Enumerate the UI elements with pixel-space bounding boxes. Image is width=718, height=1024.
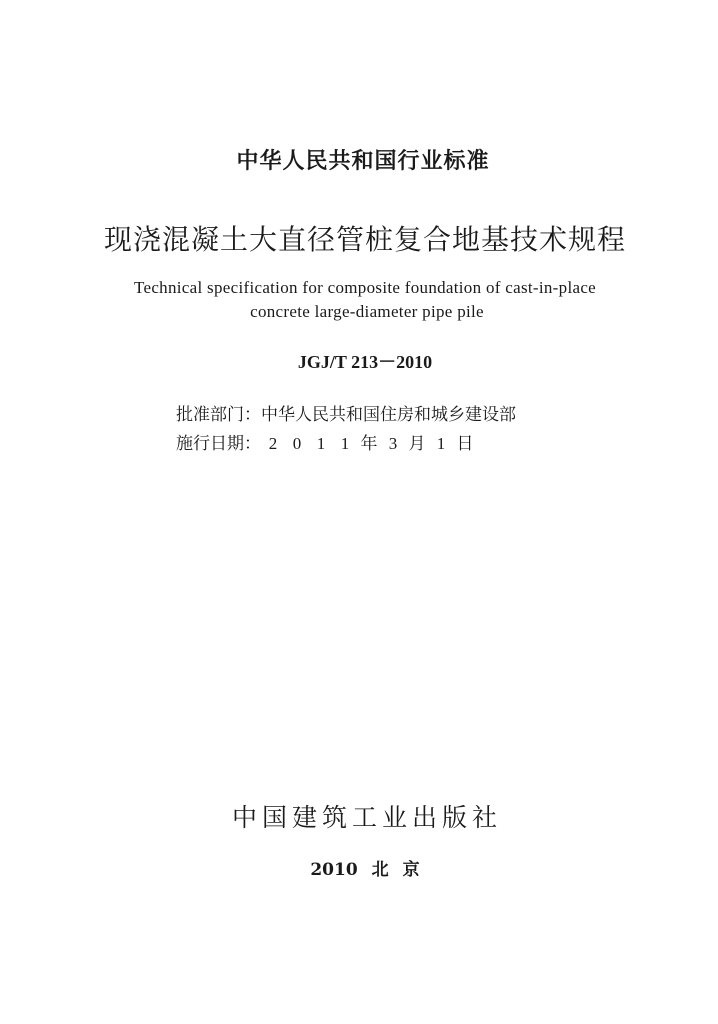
english-title-line-1: Technical specification for composite foundation of cast-in-place [133, 278, 597, 297]
date-digit: 1 [436, 434, 446, 453]
date-day-char: 日 [456, 434, 474, 454]
publication-city-2: 京 [402, 860, 420, 880]
approval-department [176, 400, 516, 425]
date-digit: 1 [340, 434, 350, 453]
publication-year: 2010 [310, 860, 358, 880]
approval-value: 中华人民共和国住房和城乡建设部 [261, 405, 516, 425]
effective-date [176, 429, 477, 454]
standard-series: 中华人民共和国行业标准 [236, 149, 490, 174]
date-digit: 2 [268, 434, 278, 453]
date-year-char: 年 [360, 434, 378, 454]
effective-label: 施行日期： [176, 434, 261, 454]
publication-year-city [6, 855, 718, 880]
effective-date-value [261, 429, 477, 454]
chinese-title: 现浇混凝土大直径管桩复合地基技术规程 [103, 223, 626, 256]
date-digit: 1 [316, 434, 326, 453]
english-title-line-2: concrete large-diameter pipe pile [250, 302, 484, 321]
standard-code: JGJ/T 213－2010 [297, 352, 433, 372]
publication-city-1: 北 [371, 860, 389, 880]
date-month-char: 月 [408, 434, 426, 454]
publisher-name: 中国建筑工业出版社 [231, 803, 502, 832]
approval-label: 批准部门： [176, 405, 261, 425]
date-digit: 0 [292, 434, 302, 453]
date-digit: 3 [388, 434, 398, 453]
